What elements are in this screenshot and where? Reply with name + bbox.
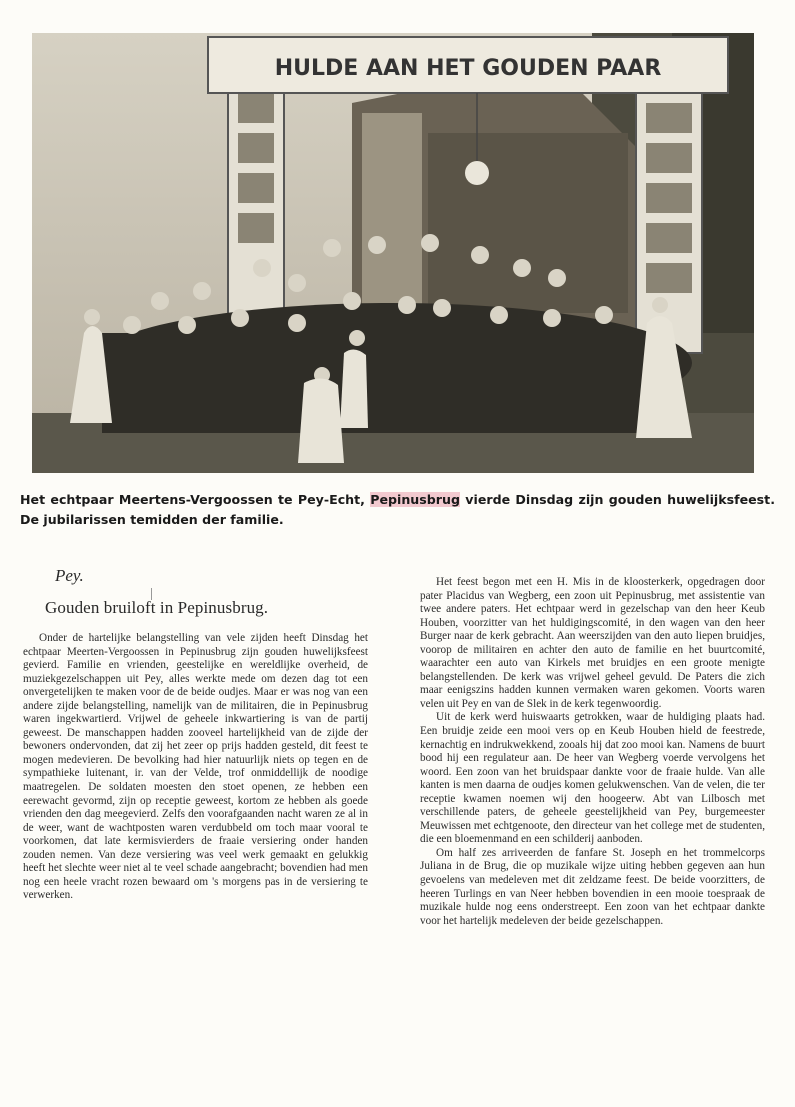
article-paragraph: Om half zes arriveerden de fanfare St. Joseph en het trommelcorps Juliana in de Brug, die op muzikale wijze uiting hebben gegeven aan hun gevoelens van medeleven met dit zeldzame feest. De beide voorzitters, de heeren Turlings en van Neer hebben bovendien in een mooie toespraak de muzikale hulde nog eens onderstreept. Een zoon van het echtpaar dankte voor het hartelijk medeleven der beide gezelschappen.: [420, 846, 765, 927]
article-column-right: [420, 576, 765, 928]
banner-text: HULDE AAN HET GOUDEN PAAR: [274, 56, 662, 81]
caption-part-2: vierde Dinsdag zijn gouden huwelijksfeest. De jubilarissen temidden der familie.: [20, 492, 775, 527]
article-paragraph: Onder de hartelijke belangstelling van vele zijden heeft Dinsdag het echtpaar Meerten-Vergoossen in Pepinusbrug zijn gouden huwelijksfeest gevierd. Familie en vrienden, geestelijke en wereldlijke overheid, de muziekgezelschappen uit Pey, alles werkte mede om dezen dag tot een onvergetelijken te maken voor de de beide oudjes. Maar er was nog van een andere zijde belangstelling, namelijk van de militairen, die in Pepinusbrug waren ingekwartierd. Vrijwel de geheele inkwartiering is van de partij geweest. De manschappen hadden zooveel hartelijkheid van de zijde der bewoners ondervonden, dat zij het zeer op prijs hadden gesteld, dit feest te mogen medevieren. De bevolking had hier natuurlijk niets op tegen en de sympathieke luitenant, ir. van der Velde, trof onmiddellijk de noodige maatregelen. De soldaten moesten den stoet openen, ze hebben een eerewacht gevormd, zijn op receptie geweest, kortom ze hebben als goede vrienden den dag meegevierd. Zelfs den voorafgaanden nacht waren ze al in de weer, want de wachtposten waren verdubbeld om toch maar vooral te voorkomen, dat late kermisvierders de fraaie versiering onder handen zouden nemen. Van deze versiering was veel werk gemaakt en gelukkig heeft het slechte weer niet al te veel schade aangebracht; bovendien had men nog een heele vracht rozen bewaard om 's morgens pas in de versiering te verwerken.: [23, 632, 368, 902]
article-column-left: [23, 632, 368, 903]
caption-highlight: Pepinusbrug: [370, 492, 460, 507]
article-dateline: Pey.: [55, 566, 84, 585]
article-headline: Gouden bruiloft in Pepinusbrug.: [45, 598, 269, 617]
caption-part-1: Het echtpaar Meertens-Vergoossen te Pey-Echt,: [20, 492, 371, 507]
family-photograph: [32, 33, 754, 473]
photo-caption: [20, 490, 775, 530]
article-paragraph: Het feest begon met een H. Mis in de kloosterkerk, opgedragen door pater Placidus van Wegberg, een zoon uit Pepinusbrug, met assistentie van twee andere paters. Het echtpaar werd in gezelschap van den heer Keub Houben, voorzitter van het huldigingscomité, in den wagen van den heer Burger naar de kerk gebracht. Aan weerszijden van den auto liepen bruidjes, voorop de militairen en achter den auto de familie en het buurtcomité, waarachter een auto van Kirkels met bruidjes en een groote menigte belangstellenden. De kerk was vrijwel geheel gevuld. De Paters die zich maar eenigszins hadden kunnen vermaken waren gekomen. Voorts waren velen uit Pey en van de Slek in de kerk tegenwoordig.: [420, 576, 765, 710]
article-paragraph: Uit de kerk werd huiswaarts getrokken, waar de huldiging plaats had. Een bruidje zeide een mooi vers op en Keub Houben hield de feestrede, kernachtig en indrukwekkend, zooals hij dat zoo mooi kan. Namens de buurt bood hij een regulateur aan. De heer van Wegberg voerde vervolgens het woord. Een zoon van het bruidspaar dankte voor de fraaie hulde. Van alle kanten is men daarna de oudjes komen gelukwenschen. Van de velen, die ter receptie kwamen noemen wij den hoogeerw. Abt van Lilbosch met verschillende paters, de geheele geestelijkheid van Pey, burgemeester Meuwissen met echtgenoote, den directeur van het college met de studenten, die een bloemenmand en een schilderij aanboden.: [420, 711, 765, 846]
